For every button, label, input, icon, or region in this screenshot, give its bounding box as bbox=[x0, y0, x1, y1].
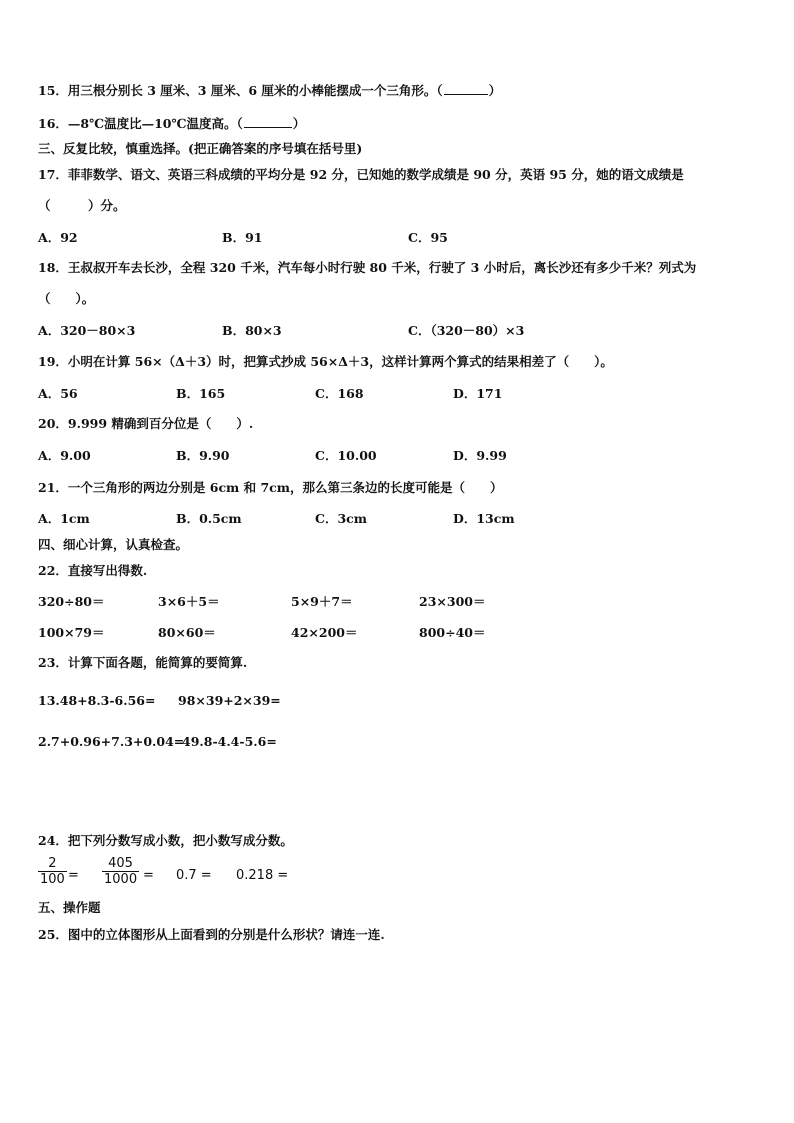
section-4-heading: 四、细心计算，认真检查。 bbox=[38, 537, 189, 552]
calc-item: 23×300＝ bbox=[419, 594, 486, 609]
fraction-1 bbox=[38, 856, 67, 887]
calc-item: 49.8-4.4-5.6= bbox=[182, 734, 277, 749]
calc-item: 800÷40＝ bbox=[419, 625, 486, 640]
question-15-close: ） bbox=[488, 83, 502, 98]
fraction-2-numerator: 405 bbox=[108, 856, 133, 871]
question-20-option-c: C．10.00 bbox=[315, 448, 377, 463]
question-25: 25．图中的立体图形从上面看到的分别是什么形状？请连一连. bbox=[38, 927, 385, 942]
question-21-option-b: B．0.5cm bbox=[176, 511, 242, 526]
question-18-option-b: B．80×3 bbox=[222, 323, 282, 338]
question-18-option-a: A．320－80×3 bbox=[38, 323, 136, 338]
section-3-heading: 三、反复比较，慎重选择。(把正确答案的序号填在括号里) bbox=[38, 141, 363, 156]
question-15 bbox=[38, 83, 501, 99]
question-19-option-c: C．168 bbox=[315, 386, 364, 401]
question-21-option-c: C．3cm bbox=[315, 511, 367, 526]
fraction-1-denominator: 100 bbox=[40, 872, 65, 887]
calc-item: 42×200＝ bbox=[291, 625, 358, 640]
decimal-item-1: 0.7 = bbox=[176, 868, 212, 883]
question-17-option-a: A．92 bbox=[38, 230, 78, 245]
equals-sign: = bbox=[143, 868, 154, 883]
section-5-heading: 五、操作题 bbox=[38, 900, 101, 915]
question-23: 23．计算下面各题，能简算的要简算. bbox=[38, 655, 248, 670]
question-19: 19．小明在计算 56×（Δ＋3）时，把算式抄成 56×Δ＋3，这样计算两个算式的结果相差了（ ）。 bbox=[38, 354, 613, 369]
question-18-line2: （ ）。 bbox=[38, 291, 95, 306]
question-19-option-d: D．171 bbox=[453, 386, 503, 401]
question-17-option-c: C．95 bbox=[408, 230, 448, 245]
question-21-option-d: D．13cm bbox=[453, 511, 515, 526]
fraction-1-numerator: 2 bbox=[48, 856, 57, 871]
decimal-item-2: 0.218 = bbox=[236, 868, 289, 883]
calc-item: 320÷80＝ bbox=[38, 594, 105, 609]
question-20-option-d: D．9.99 bbox=[453, 448, 507, 463]
question-21-option-a: A．1cm bbox=[38, 511, 90, 526]
question-18-option-c: C．（320－80）×3 bbox=[408, 323, 525, 338]
question-22: 22．直接写出得数. bbox=[38, 563, 148, 578]
question-17-option-b: B．91 bbox=[222, 230, 263, 245]
calc-item: 100×79＝ bbox=[38, 625, 105, 640]
fraction-2-denominator: 1000 bbox=[104, 872, 138, 887]
calc-item: 98×39+2×39= bbox=[178, 693, 281, 708]
question-16-close: ） bbox=[292, 116, 306, 131]
fraction-2 bbox=[102, 856, 139, 887]
question-24: 24．把下列分数写成小数，把小数写成分数。 bbox=[38, 833, 293, 848]
calc-item: 2.7+0.96+7.3+0.04= bbox=[38, 734, 185, 749]
question-17-line2: （ ）分。 bbox=[38, 198, 126, 213]
answer-blank bbox=[444, 83, 488, 95]
answer-blank bbox=[244, 116, 292, 128]
question-15-text: 15．用三根分别长 3 厘米、3 厘米、6 厘米的小棒能摆成一个三角形。（ bbox=[38, 83, 443, 98]
question-20-option-a: A．9.00 bbox=[38, 448, 91, 463]
equals-sign: = bbox=[68, 868, 79, 883]
question-16-text: 16．—8℃温度比—10℃温度高。（ bbox=[38, 116, 243, 131]
calc-item: 5×9＋7＝ bbox=[291, 594, 353, 609]
calc-item: 80×60＝ bbox=[158, 625, 216, 640]
question-20: 20．9.999 精确到百分位是（ ）. bbox=[38, 416, 254, 431]
question-16 bbox=[38, 116, 305, 132]
question-21: 21．一个三角形的两边分别是 6cm 和 7cm，那么第三条边的长度可能是（ ） bbox=[38, 480, 503, 495]
question-18-line1: 18．王叔叔开车去长沙，全程 320 千米，汽车每小时行驶 80 千米，行驶了 3 小时后，离长沙还有多少千米？列式为 bbox=[38, 260, 697, 275]
calc-item: 3×6＋5＝ bbox=[158, 594, 220, 609]
calc-item: 13.48+8.3-6.56= bbox=[38, 693, 156, 708]
question-19-option-b: B．165 bbox=[176, 386, 226, 401]
question-19-option-a: A．56 bbox=[38, 386, 78, 401]
question-17-line1: 17．菲菲数学、语文、英语三科成绩的平均分是 92 分，已知她的数学成绩是 90 分，英语 95 分，她的语文成绩是 bbox=[38, 167, 684, 182]
question-20-option-b: B．9.90 bbox=[176, 448, 230, 463]
